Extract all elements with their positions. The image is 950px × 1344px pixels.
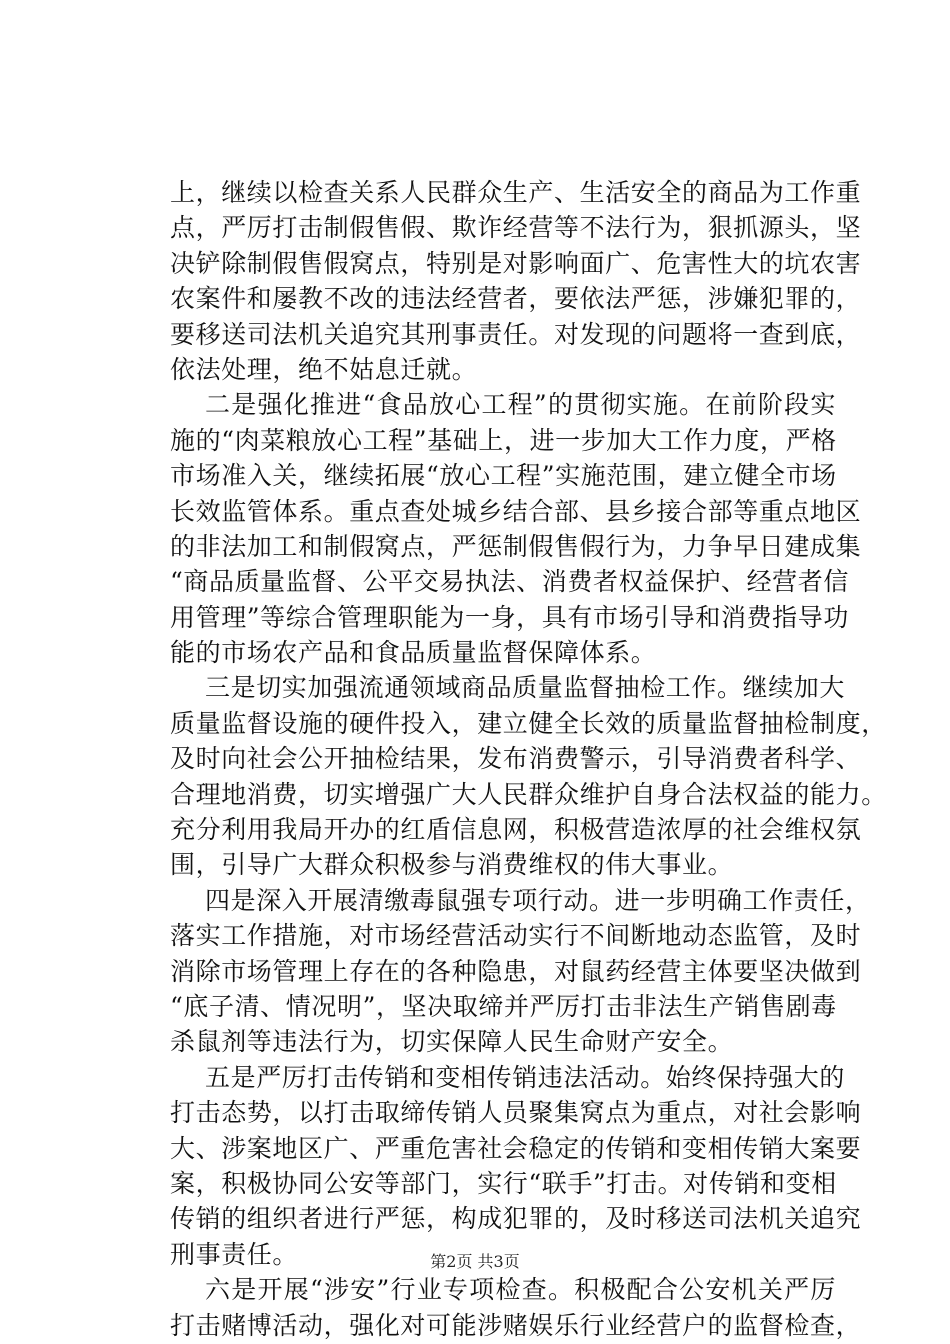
text-line: 质量监督设施的硬件投入，建立健全长效的质量监督抽检制度， [170, 708, 887, 738]
text-line: 农案件和屡教不改的违法经营者，要依法严惩，涉嫌犯罪的， [170, 284, 862, 314]
text-line: 点，严厉打击制假售假、欺诈经营等不法行为，狠抓源头，坚 [170, 213, 862, 243]
text-line: 传销的组织者进行严惩，构成犯罪的，及时移送司法机关追究 [170, 1204, 862, 1234]
text-line: 充分利用我局开办的红盾信息网，积极营造浓厚的社会维权氛 [170, 815, 862, 845]
text-line: “商品质量监督、公平交易执法、消费者权益保护、经营者信 [170, 567, 849, 597]
text-line: “底子清、情况明”，坚决取缔并严厉打击非法生产销售剧毒 [170, 991, 837, 1021]
text-line: 决铲除制假售假窝点，特别是对影响面广、危害性大的坑农害 [170, 248, 862, 278]
paragraph-first-line: 二是强化推进“食品放心工程”的贯彻实施。在前阶段实 [205, 390, 836, 420]
text-line: 能的市场农产品和食品质量监督保障体系。 [170, 638, 657, 668]
text-line: 施的“肉菜粮放心工程”基础上，进一步加大工作力度，严格 [170, 425, 837, 455]
text-line: 落实工作措施，对市场经营活动实行不间断地动态监管，及时 [170, 921, 862, 951]
text-line: 上，继续以检查关系人民群众生产、生活安全的商品为工作重 [170, 178, 862, 207]
paragraph-first-line: 四是深入开展清缴毒鼠强专项行动。进一步明确工作责任， [205, 885, 871, 915]
paragraph-first-line: 三是切实加强流通领域商品质量监督抽检工作。继续加大 [205, 673, 846, 703]
text-line: 依法处理，绝不姑息迁就。 [170, 354, 478, 384]
text-line: 长效监管体系。重点查处城乡结合部、县乡接合部等重点地区 [170, 496, 862, 526]
document-body [170, 175, 887, 1343]
text-line: 打击赌博活动，强化对可能涉赌娱乐行业经营户的监督检查， [170, 1310, 862, 1340]
text-line: 案，积极协同公安等部门，实行“联手”打击。对传销和变相 [170, 1168, 837, 1198]
text-line: 合理地消费，切实增强广大人民群众维护自身合法权益的能力。 [170, 779, 887, 809]
text-line: 消除市场管理上存在的各种隐患，对鼠药经营主体要坚决做到 [170, 956, 862, 986]
text-line: 要移送司法机关追究其刑事责任。对发现的问题将一查到底， [170, 319, 862, 349]
paragraph-first-line: 五是严厉打击传销和变相传销违法活动。始终保持强大的 [205, 1062, 846, 1092]
text-line: 及时向社会公开抽检结果，发布消费警示，引导消费者科学、 [170, 744, 862, 774]
page-footer: 第2页 共3页 [430, 1252, 520, 1271]
text-line: 的非法加工和制假窝点，严惩制假售假行为，力争早日建成集 [170, 531, 862, 561]
text-line: 市场准入关，继续拓展“放心工程”实施范围，建立健全市场 [170, 461, 837, 491]
text-line: 打击态势，以打击取缔传销人员聚集窝点为重点，对社会影响 [170, 1098, 862, 1128]
text-line: 用管理”等综合管理职能为一身，具有市场引导和消费指导功 [170, 602, 849, 632]
text-line: 围，引导广大群众积极参与消费维权的伟大事业。 [170, 850, 734, 880]
text-line: 大、涉案地区广、严重危害社会稳定的传销和变相传销大案要 [170, 1133, 862, 1163]
text-line: 杀鼠剂等违法行为，切实保障人民生命财产安全。 [170, 1027, 734, 1057]
text-line: 刑事责任。 [170, 1239, 299, 1269]
paragraph-first-line: 六是开展“涉安”行业专项检查。积极配合公安机关严厉 [205, 1275, 836, 1305]
